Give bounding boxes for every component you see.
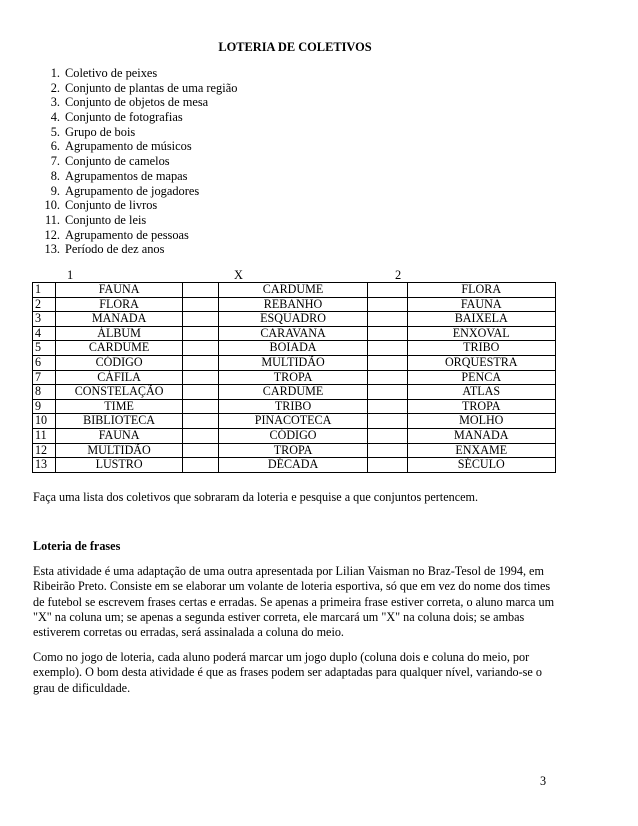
option-x-cell: REBANHO xyxy=(219,297,368,312)
item-number: 11. xyxy=(44,212,60,227)
mark-cell[interactable] xyxy=(367,341,407,356)
row-number: 4 xyxy=(33,326,56,341)
option-one-cell: CÁFILA xyxy=(55,370,183,385)
mark-cell[interactable] xyxy=(367,312,407,327)
option-one-cell: ÁLBUM xyxy=(55,326,183,341)
item-number: 10. xyxy=(44,198,60,213)
option-one-cell: CONSTELAÇÃO xyxy=(55,385,183,400)
item-text: Conjunto de plantas de uma região xyxy=(65,80,238,95)
item-number: 6. xyxy=(50,139,60,154)
item-number: 12. xyxy=(44,227,60,242)
row-number: 13 xyxy=(33,458,56,473)
table-row xyxy=(33,312,556,327)
mark-cell[interactable] xyxy=(183,326,219,341)
option-two-cell: ORQUESTRA xyxy=(407,355,556,370)
option-two-cell: SÉCULO xyxy=(407,458,556,473)
mark-cell[interactable] xyxy=(367,458,407,473)
list-item xyxy=(38,154,237,169)
row-number: 2 xyxy=(33,297,56,312)
list-item xyxy=(38,228,237,243)
item-number: 1. xyxy=(50,66,60,80)
list-item xyxy=(38,95,237,110)
mark-cell[interactable] xyxy=(183,428,219,443)
list-item xyxy=(38,184,237,199)
mark-cell[interactable] xyxy=(367,355,407,370)
option-two-cell: TROPA xyxy=(407,399,556,414)
mark-cell[interactable] xyxy=(367,326,407,341)
item-number: 3. xyxy=(50,95,60,110)
mark-cell[interactable] xyxy=(183,370,219,385)
row-number: 12 xyxy=(33,443,56,458)
option-x-cell: PINACOTECA xyxy=(219,414,368,429)
option-two-cell: BAIXELA xyxy=(407,312,556,327)
mark-cell[interactable] xyxy=(367,414,407,429)
mark-cell[interactable] xyxy=(183,385,219,400)
lottery-table xyxy=(32,282,556,473)
mark-cell[interactable] xyxy=(367,283,407,298)
list-item xyxy=(38,169,237,184)
lottery-column-header xyxy=(0,268,638,283)
option-two-cell: TRIBO xyxy=(407,341,556,356)
mark-cell[interactable] xyxy=(183,297,219,312)
option-two-cell: MANADA xyxy=(407,428,556,443)
row-number: 8 xyxy=(33,385,56,400)
page-number: 3 xyxy=(540,774,547,788)
row-number: 6 xyxy=(33,355,56,370)
page-title: LOTERIA DE COLETIVOS xyxy=(218,40,372,54)
mark-cell[interactable] xyxy=(183,443,219,458)
item-text: Agrupamento de pessoas xyxy=(65,227,189,242)
column-two-label: 2 xyxy=(395,268,402,282)
option-two-cell: FAUNA xyxy=(407,297,556,312)
list-item xyxy=(38,213,237,228)
mark-cell[interactable] xyxy=(367,443,407,458)
row-number: 11 xyxy=(33,428,56,443)
item-text: Período de dez anos xyxy=(65,242,165,257)
item-number: 5. xyxy=(50,124,60,139)
item-number: 13. xyxy=(44,242,60,257)
option-two-cell: ENXOVAL xyxy=(407,326,556,341)
mark-cell[interactable] xyxy=(183,312,219,327)
table-row xyxy=(33,341,556,356)
mark-cell[interactable] xyxy=(367,385,407,400)
option-two-cell: FLORA xyxy=(407,283,556,298)
item-text: Conjunto de camelos xyxy=(65,154,170,169)
item-text: Conjunto de leis xyxy=(65,212,147,227)
mark-cell[interactable] xyxy=(367,370,407,385)
row-number: 10 xyxy=(33,414,56,429)
row-number: 1 xyxy=(33,283,56,298)
item-text: Conjunto de fotografias xyxy=(65,110,183,125)
option-x-cell: CARDUME xyxy=(219,385,368,400)
item-number: 2. xyxy=(50,80,60,95)
option-one-cell: LUSTRO xyxy=(55,458,183,473)
item-number: 9. xyxy=(50,183,60,198)
option-x-cell: MULTIDÃO xyxy=(219,355,368,370)
option-two-cell: PENCA xyxy=(407,370,556,385)
mark-cell[interactable] xyxy=(183,458,219,473)
paragraph-description: Esta atividade é uma adaptação de uma outra apresentada por Lilian Vaisman no Braz-Tesol de 1994, em Ribeirão Preto. Consiste em se elaborar um volante de loteria esportiva, só que em vez do nome dos times de futebol se escrevem frases certas e erradas. Se apenas a primeira frase estiver correta, o aluno marca um "X" na coluna um; se apenas a segunda estiver correta, ele marcará um "X" na coluna dois; se ambas estiverem corretas ou erradas, será assinalada a coluna do meio. xyxy=(33,564,555,640)
item-text: Grupo de bois xyxy=(65,124,136,139)
mark-cell[interactable] xyxy=(367,297,407,312)
option-x-cell: CÓDIGO xyxy=(219,428,368,443)
mark-cell[interactable] xyxy=(183,355,219,370)
option-two-cell: MOLHO xyxy=(407,414,556,429)
column-one-label: 1 xyxy=(67,268,74,282)
item-text: Conjunto de livros xyxy=(65,198,158,213)
list-item xyxy=(38,81,237,96)
table-row xyxy=(33,326,556,341)
row-number: 5 xyxy=(33,341,56,356)
table-row xyxy=(33,385,556,400)
option-x-cell: BOIADA xyxy=(219,341,368,356)
list-item xyxy=(38,125,237,140)
option-one-cell: CÓDIGO xyxy=(55,355,183,370)
item-number: 4. xyxy=(50,110,60,125)
instruction-text: Faça uma lista dos coletivos que sobraram da loteria e pesquise a que conjuntos pertencem. xyxy=(33,490,479,504)
mark-cell[interactable] xyxy=(183,414,219,429)
mark-cell[interactable] xyxy=(183,283,219,298)
option-one-cell: FAUNA xyxy=(55,428,183,443)
table-row xyxy=(33,458,556,473)
collective-clue-list xyxy=(38,66,237,257)
list-item xyxy=(38,139,237,154)
option-x-cell: CARDUME xyxy=(219,283,368,298)
item-text: Coletivo de peixes xyxy=(65,66,158,80)
table-row xyxy=(33,414,556,429)
column-x-label: X xyxy=(234,268,243,282)
item-number: 8. xyxy=(50,168,60,183)
option-x-cell: DÉCADA xyxy=(219,458,368,473)
list-item xyxy=(38,66,237,81)
option-x-cell: CARAVANA xyxy=(219,326,368,341)
mark-cell[interactable] xyxy=(183,341,219,356)
option-one-cell: FAUNA xyxy=(55,283,183,298)
option-one-cell: MULTIDÃO xyxy=(55,443,183,458)
mark-cell[interactable] xyxy=(367,399,407,414)
option-one-cell: MANADA xyxy=(55,312,183,327)
list-item xyxy=(38,242,237,257)
option-one-cell: TIME xyxy=(55,399,183,414)
list-item xyxy=(38,110,237,125)
option-x-cell: ESQUADRO xyxy=(219,312,368,327)
row-number: 9 xyxy=(33,399,56,414)
item-text: Agrupamentos de mapas xyxy=(65,168,188,183)
table-row xyxy=(33,399,556,414)
item-text: Conjunto de objetos de mesa xyxy=(65,95,209,110)
option-two-cell: ATLAS xyxy=(407,385,556,400)
table-row xyxy=(33,283,556,298)
table-row xyxy=(33,443,556,458)
option-one-cell: FLORA xyxy=(55,297,183,312)
table-row xyxy=(33,297,556,312)
table-row xyxy=(33,370,556,385)
item-number: 7. xyxy=(50,154,60,169)
mark-cell[interactable] xyxy=(367,428,407,443)
item-text: Agrupamento de jogadores xyxy=(65,183,200,198)
mark-cell[interactable] xyxy=(183,399,219,414)
option-one-cell: BIBLIOTECA xyxy=(55,414,183,429)
row-number: 7 xyxy=(33,370,56,385)
option-x-cell: TROPA xyxy=(219,443,368,458)
table-row xyxy=(33,355,556,370)
list-item xyxy=(38,198,237,213)
option-one-cell: CARDUME xyxy=(55,341,183,356)
item-text: Agrupamento de músicos xyxy=(65,139,192,154)
row-number: 3 xyxy=(33,312,56,327)
option-x-cell: TRIBO xyxy=(219,399,368,414)
option-two-cell: ENXAME xyxy=(407,443,556,458)
paragraph-tips: Como no jogo de loteria, cada aluno poderá marcar um jogo duplo (coluna dois e coluna do meio, por exemplo). O bom desta atividade é que as frases podem ser adaptadas para qualquer nível, variando-se o grau de dificuldade. xyxy=(33,650,542,695)
option-x-cell: TROPA xyxy=(219,370,368,385)
section-title: Loteria de frases xyxy=(33,539,121,553)
table-row xyxy=(33,428,556,443)
